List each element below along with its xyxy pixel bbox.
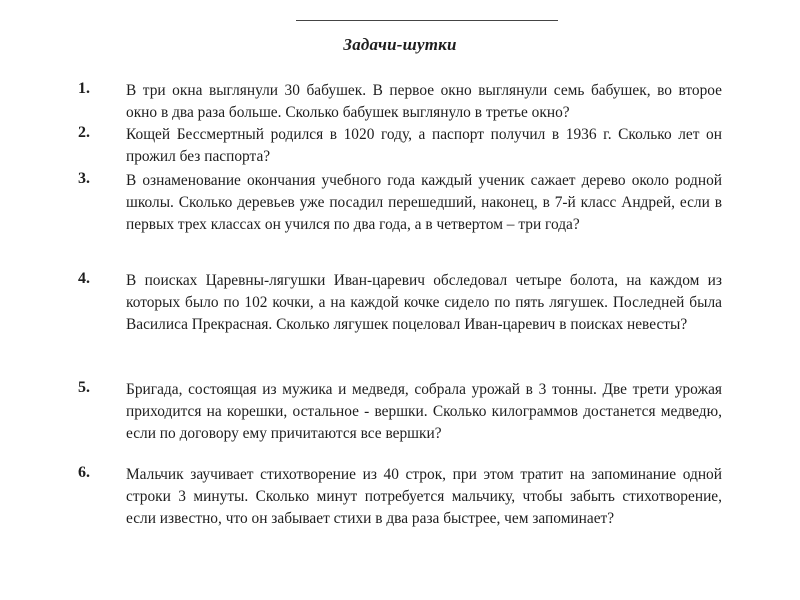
task-text: Кощей Бессмертный родился в 1020 году, а паспорт получил в 1936 г. Сколько лет он прожил без паспорта? [126,126,722,166]
task-number: 3. [78,170,90,187]
task-number: 1. [78,80,90,97]
top-rule [296,20,558,21]
task-text: В поисках Царевны-лягушки Иван-царевич обследовал четыре болота, на каждом из которых было по 102 кочки, а на каждой кочке сидело по пять лягушек. Последней была Василиса Прекрасная. Сколько лягушек поцеловал Иван-царевич в поисках невесты? [126,272,722,334]
task-text: Бригада, состоящая из мужика и медведя, собрала урожай в 3 тонны. Две трети урожая приходится на корешки, остальное - вершки. Сколько килограммов достанется медведю, если по договору ему причитаются все вершки? [126,381,722,443]
page-title: Задачи-шутки [343,35,457,54]
task-text: В ознаменование окончания учебного года каждый ученик сажает дерево около родной школы. Сколько деревьев уже посадил перешедший, наконец, в 7-й класс Андрей, если в первых трех классах он учился по два года, а в четвертом – три года? [126,172,722,234]
task-number: 4. [78,270,90,287]
task-number: 5. [78,379,90,396]
task-text: В три окна выглянули 30 бабушек. В первое окно выглянули семь бабушек, во второе окно в два раза больше. Сколько бабушек выглянуло в третье окно? [126,82,722,122]
task-number: 2. [78,124,90,141]
task-text: Мальчик заучивает стихотворение из 40 строк, при этом тратит на запоминание одной строки 3 минуты. Сколько минут потребуется мальчику, чтобы забыть стихотворение, если известно, что он забывает стихи в два раза быстрее, чем запоминает? [126,466,722,528]
task-number: 6. [78,464,90,481]
